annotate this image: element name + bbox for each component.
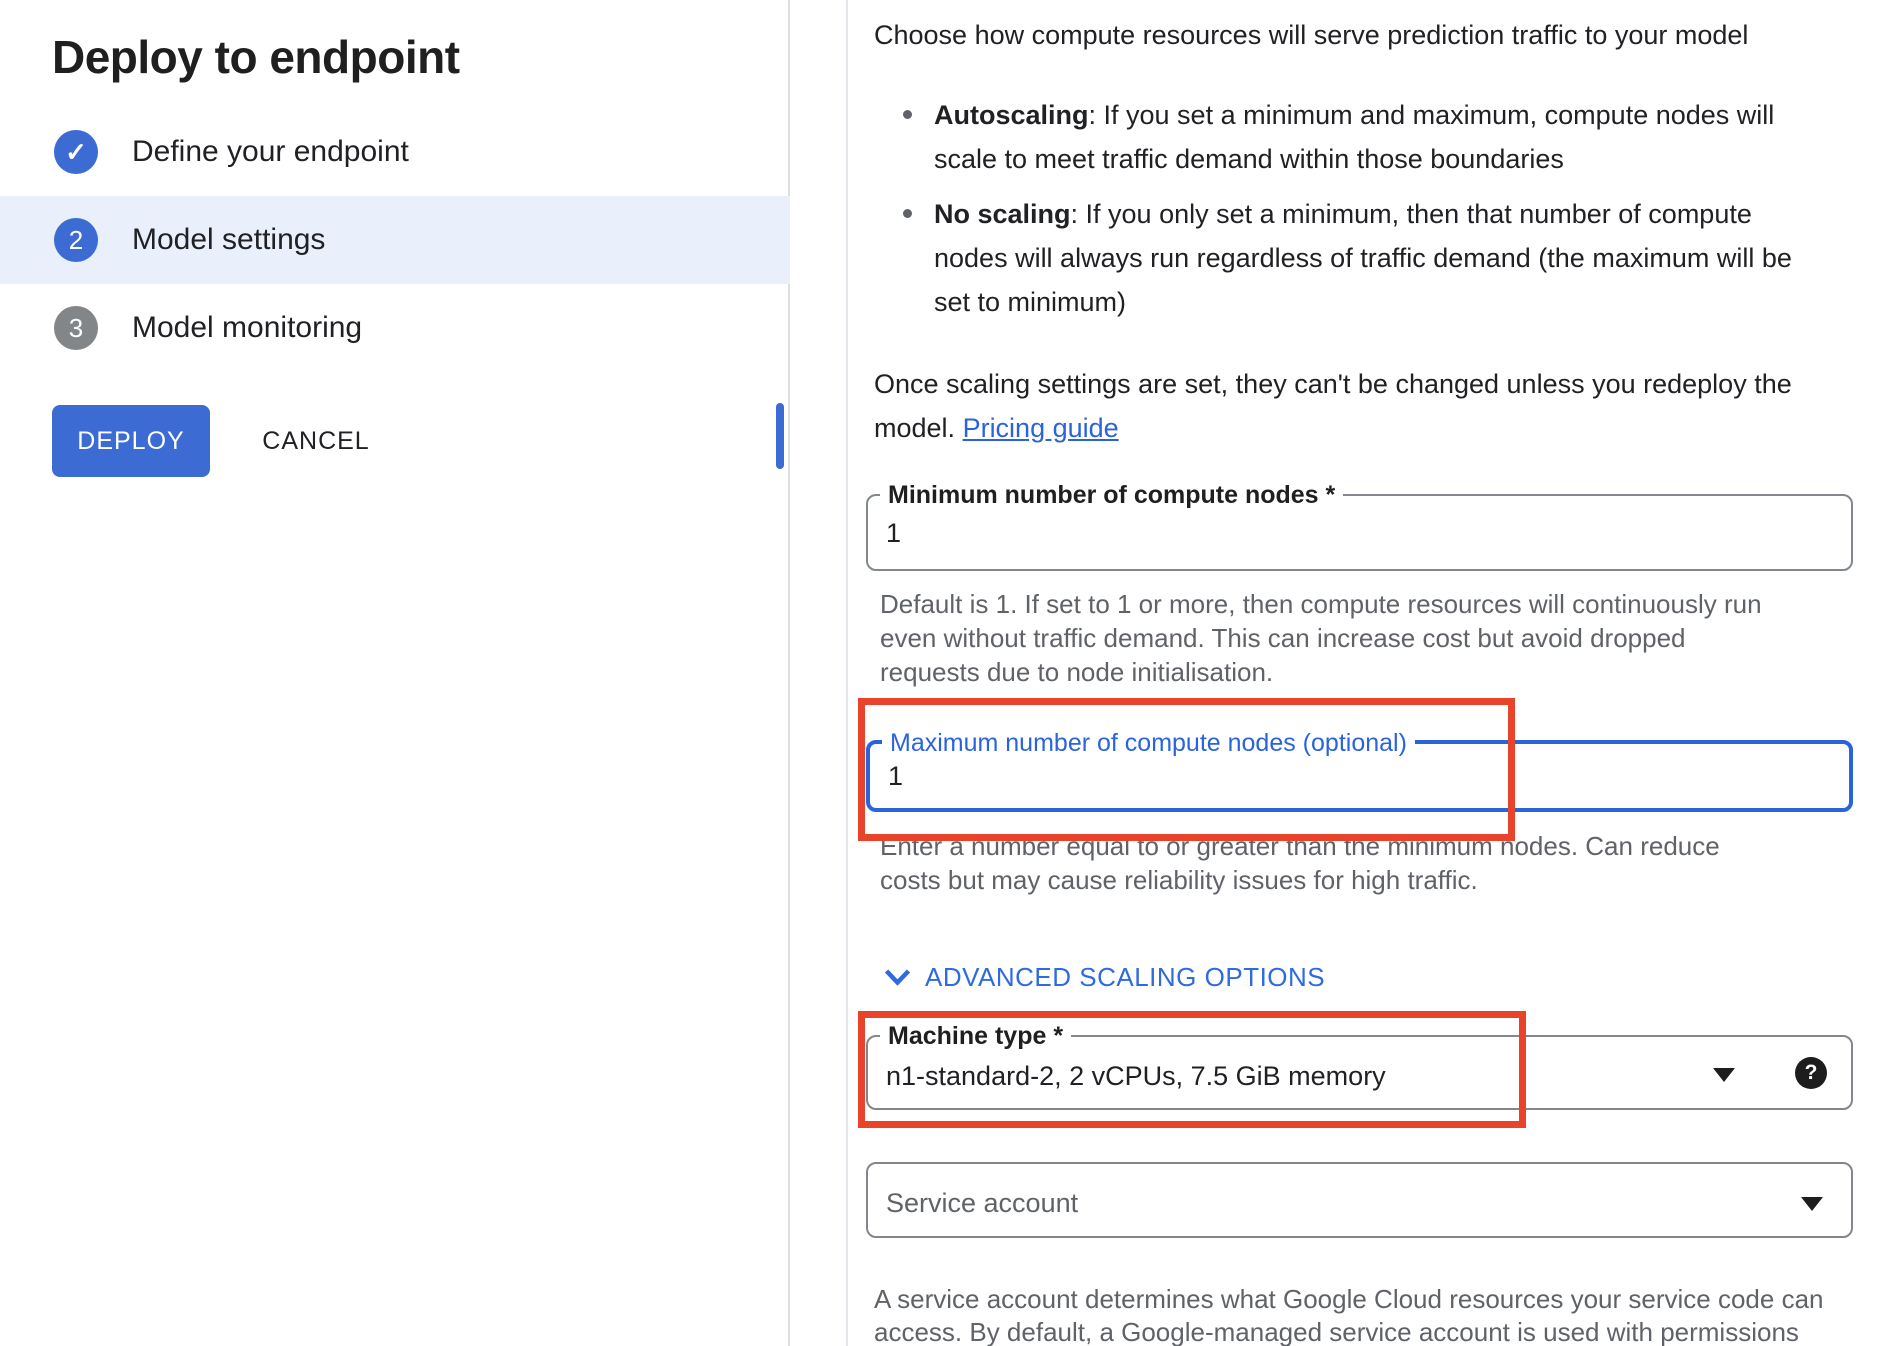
service-account-note xyxy=(874,1283,1854,1346)
scaling-note-line1: Once scaling settings are set, they can't be changed unless you redeploy the xyxy=(874,369,1792,399)
section-intro: Choose how compute resources will serve prediction traffic to your model xyxy=(874,20,1749,50)
bullet-icon xyxy=(903,110,912,119)
advanced-scaling-toggle[interactable] xyxy=(884,962,1325,993)
helper-line: costs but may cause reliability issues for high traffic. xyxy=(880,865,1478,895)
machine-type-field[interactable] xyxy=(866,1022,1853,1110)
active-step-indicator xyxy=(776,403,784,469)
note-line: access. By default, a Google-managed service account is used with permissions xyxy=(874,1317,1799,1346)
helper-line: Enter a number equal to or greater than the minimum nodes. Can reduce xyxy=(880,831,1720,861)
step-number-badge: 2 xyxy=(54,218,98,262)
bullet-autoscaling xyxy=(934,93,1842,181)
content-divider xyxy=(846,0,848,1346)
step-model-settings[interactable] xyxy=(0,196,790,284)
bullet-no-scaling xyxy=(934,192,1842,324)
max-compute-nodes-field[interactable] xyxy=(866,729,1853,812)
machine-type-select[interactable]: n1-standard-2, 2 vCPUs, 7.5 GiB memory xyxy=(886,1061,1386,1091)
scaling-note xyxy=(874,362,1854,450)
helper-line: Default is 1. If set to 1 or more, then compute resources will continuously run xyxy=(880,589,1762,619)
service-account-select[interactable]: Service account xyxy=(886,1188,1079,1218)
dropdown-caret-icon[interactable] xyxy=(1713,1068,1735,1082)
pricing-guide-link[interactable]: Pricing guide xyxy=(962,413,1119,443)
max-nodes-helper-text xyxy=(880,829,1820,897)
helper-line: requests due to node initialisation. xyxy=(880,657,1274,687)
stepper-panel xyxy=(0,0,790,1346)
scaling-note-text: model. xyxy=(874,413,956,443)
help-icon[interactable] xyxy=(1795,1057,1827,1089)
min-compute-nodes-field[interactable] xyxy=(866,481,1853,571)
advanced-scaling-label: ADVANCED SCALING OPTIONS xyxy=(925,962,1326,992)
min-nodes-helper-text xyxy=(880,587,1820,689)
service-account-field[interactable] xyxy=(866,1162,1853,1238)
step-number-badge: 3 xyxy=(54,306,98,350)
step-label: Model settings xyxy=(132,223,326,256)
machine-type-label: Machine type * xyxy=(880,1021,1071,1051)
bullet-line3: set to minimum) xyxy=(934,287,1127,317)
helper-line: even without traffic demand. This can increase cost but avoid dropped xyxy=(880,623,1686,653)
bullet-line2: scale to meet traffic demand within those boundaries xyxy=(934,144,1564,174)
bullet-line2: nodes will always run regardless of traffic demand (the maximum will be xyxy=(934,243,1792,273)
min-compute-nodes-label: Minimum number of compute nodes * xyxy=(880,480,1343,510)
scaling-note-line2 xyxy=(874,406,1854,450)
min-compute-nodes-input[interactable]: 1 xyxy=(886,518,902,548)
bullet-line1: : If you set a minimum and maximum, compute nodes will xyxy=(1088,100,1775,130)
help-glyph: ? xyxy=(1804,1061,1818,1084)
bullet-line1: : If you only set a minimum, then that number of compute xyxy=(1070,199,1752,229)
check-icon: ✓ xyxy=(65,137,87,167)
max-compute-nodes-input[interactable]: 1 xyxy=(888,761,904,791)
cancel-button[interactable]: CANCEL xyxy=(262,426,370,455)
note-line: A service account determines what Google Cloud resources your service code can xyxy=(874,1284,1824,1314)
bullet-lead: Autoscaling xyxy=(934,100,1089,130)
max-compute-nodes-label: Maximum number of compute nodes (optional) xyxy=(882,728,1415,758)
bullet-lead: No scaling xyxy=(934,199,1071,229)
step-label: Model monitoring xyxy=(132,311,363,344)
page-title: Deploy to endpoint xyxy=(52,31,460,83)
chevron-down-icon xyxy=(884,969,911,986)
step-complete-icon xyxy=(54,130,98,174)
deploy-button[interactable]: DEPLOY xyxy=(52,405,210,477)
bullet-icon xyxy=(903,209,912,218)
dropdown-caret-icon[interactable] xyxy=(1801,1197,1823,1211)
step-model-monitoring[interactable] xyxy=(0,284,790,372)
step-define-your-endpoint[interactable] xyxy=(0,108,790,196)
step-label: Define your endpoint xyxy=(132,135,409,168)
